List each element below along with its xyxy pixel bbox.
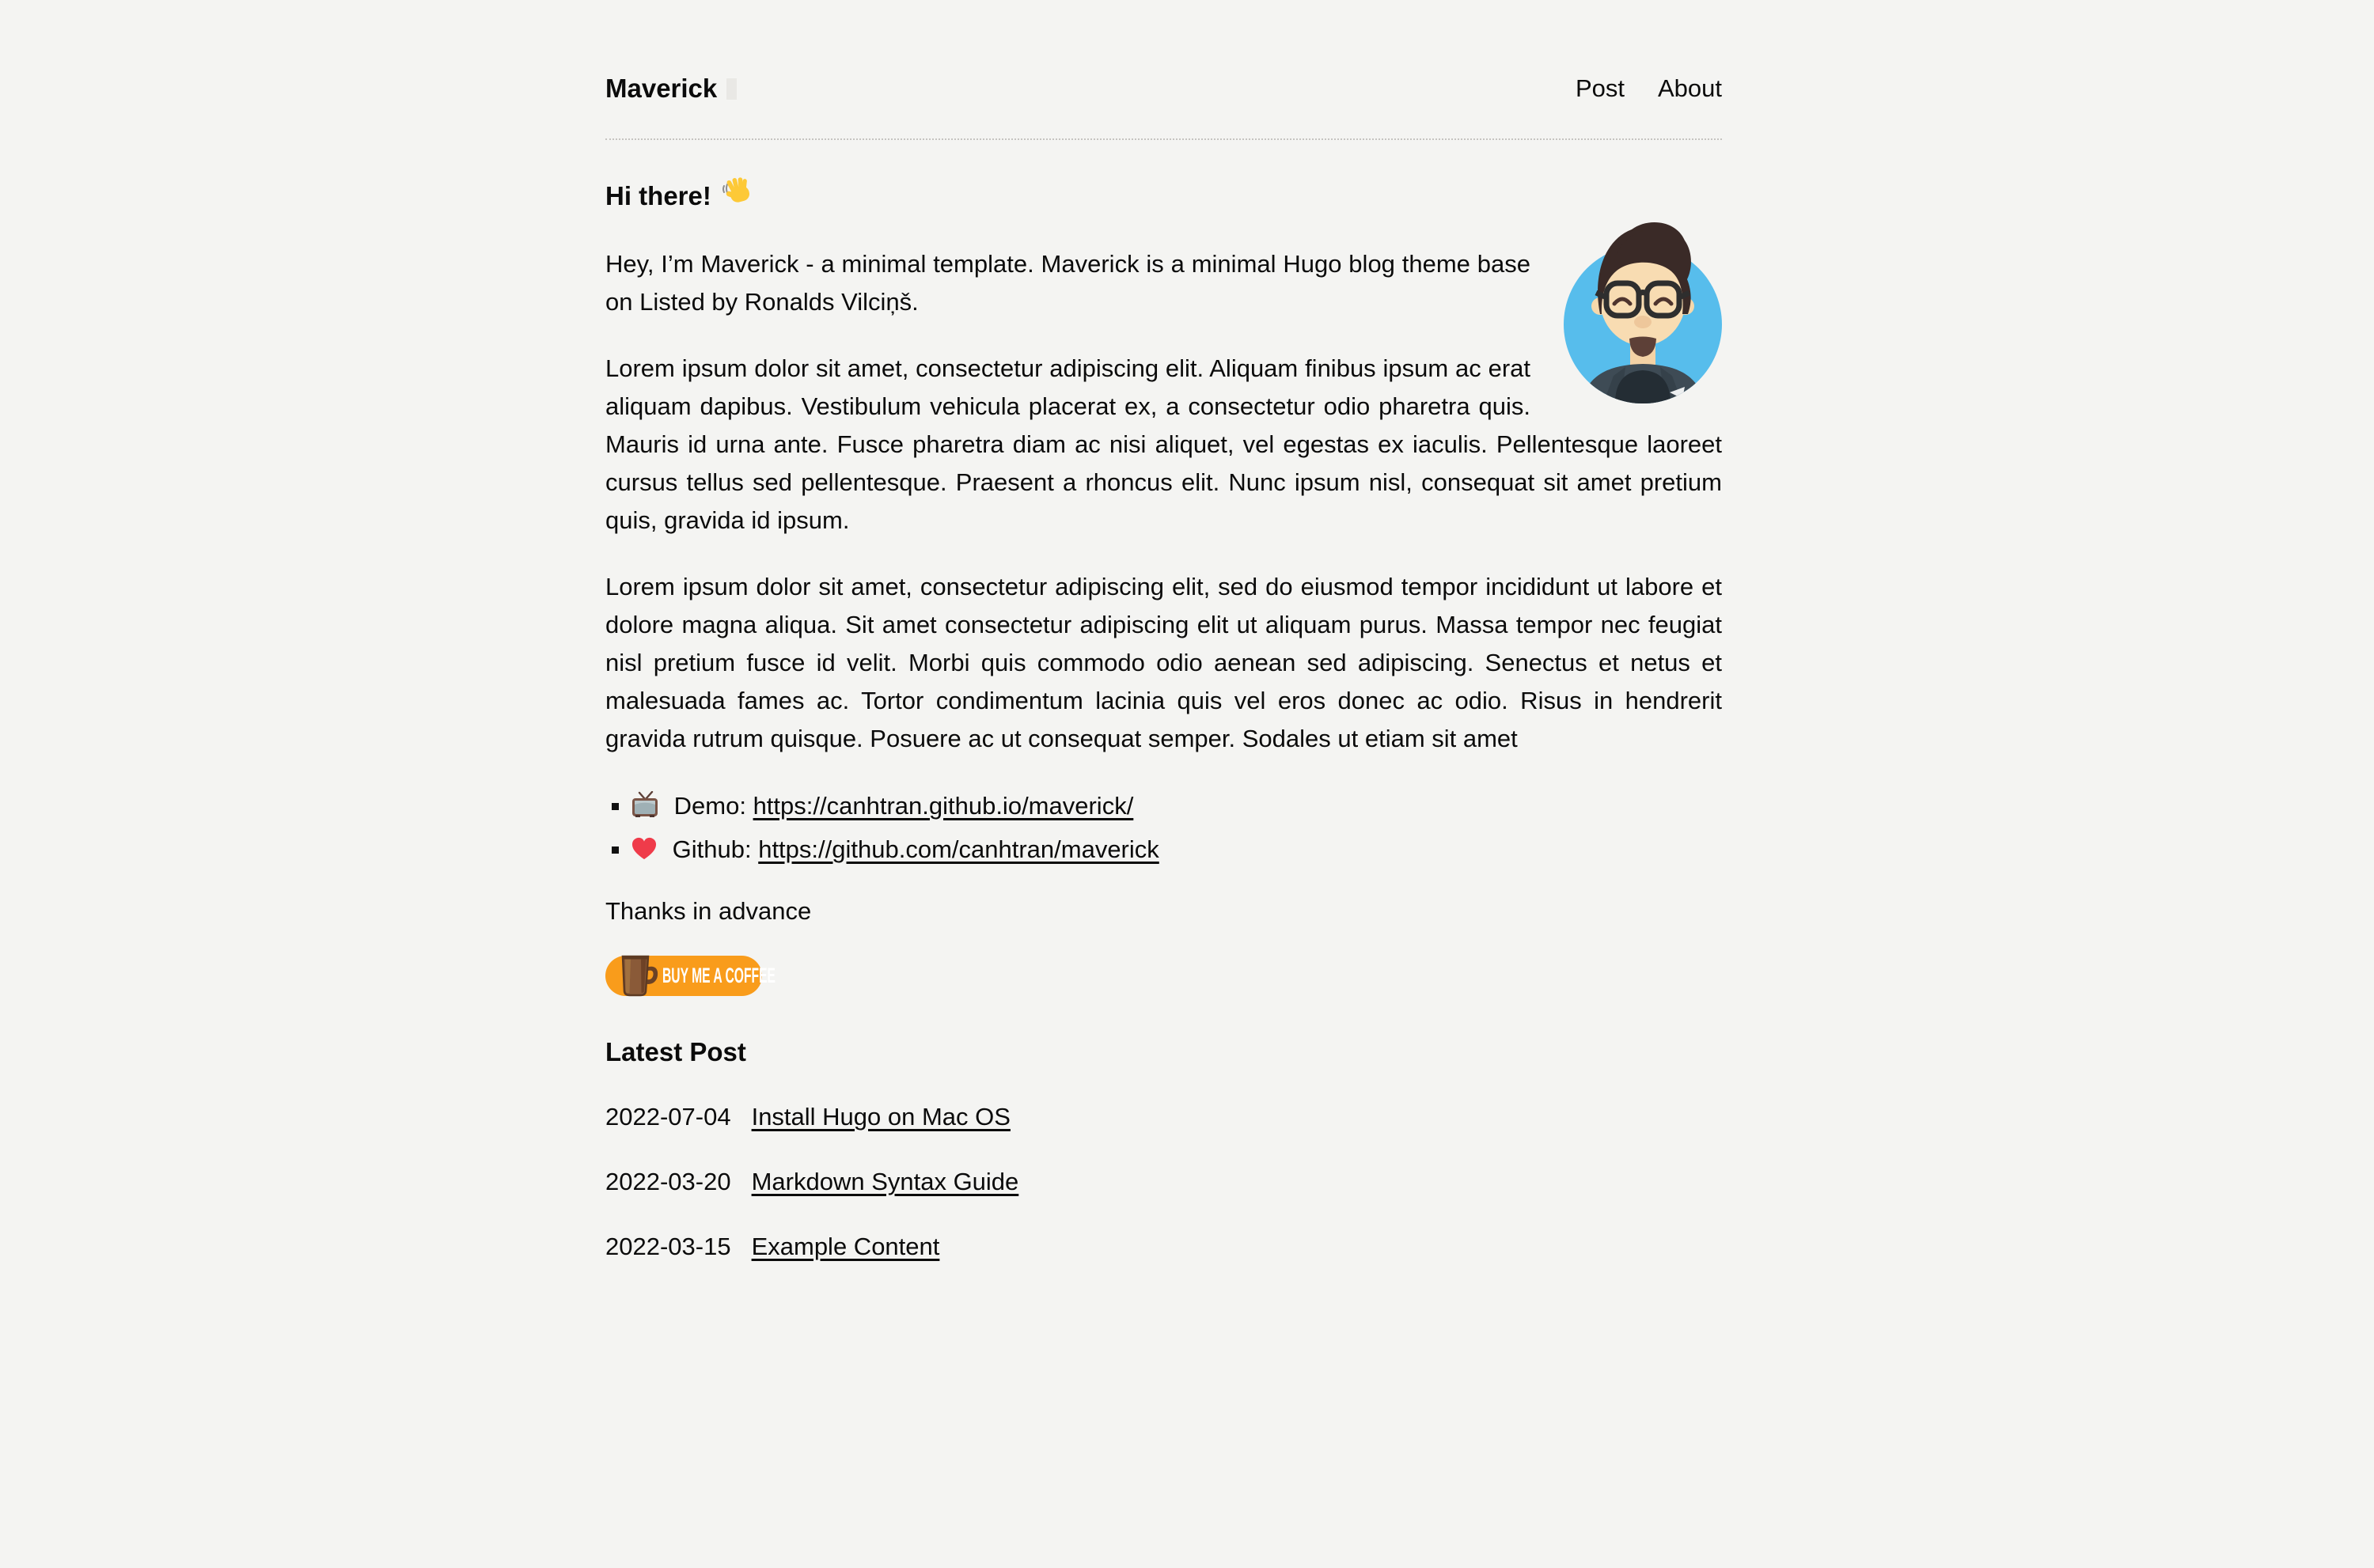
list-item-github (605, 830, 1722, 873)
waving-hand-icon (721, 176, 751, 215)
post-link-example-content[interactable]: Example Content (751, 1233, 940, 1260)
post-date: 2022-07-04 (605, 1103, 731, 1131)
coffee-button-row (605, 951, 1722, 997)
post-link-markdown-guide[interactable]: Markdown Syntax Guide (751, 1168, 1019, 1195)
demo-label: Demo: (673, 792, 746, 820)
greeting-text: Hi there! (605, 180, 711, 210)
buy-me-a-coffee-button[interactable] (605, 956, 776, 996)
main-content (605, 176, 1722, 1293)
blinking-cursor (726, 78, 737, 100)
page-container (605, 0, 1722, 1293)
latest-post-heading: Latest Post (605, 1037, 746, 1066)
square-bullet (612, 846, 619, 854)
project-links-list (605, 786, 1722, 873)
list-item-demo (605, 786, 1722, 830)
demo-link[interactable]: https://canhtran.github.io/maverick/ (753, 792, 1134, 820)
avatar (1564, 245, 1722, 403)
post-row (605, 1098, 1722, 1136)
site-title[interactable]: Maverick (605, 74, 718, 103)
site-header (605, 70, 1722, 140)
thanks-text: Thanks in advance (605, 897, 812, 925)
coffee-button-label: BUY ME A COFFEE (662, 964, 776, 987)
television-icon (631, 796, 666, 824)
coffee-mug-icon (614, 950, 662, 1001)
post-date: 2022-03-20 (605, 1168, 731, 1195)
post-row (605, 1163, 1722, 1201)
post-link-install-hugo[interactable]: Install Hugo on Mac OS (751, 1103, 1011, 1131)
nav-about[interactable]: About (1657, 74, 1722, 102)
avatar-illustration (1564, 210, 1722, 403)
square-bullet (612, 803, 619, 810)
post-date: 2022-03-15 (605, 1233, 731, 1260)
intro-paragraph-1: Hey, I’m Maverick - a minimal template. Maverick is a minimal Hugo blog theme base on Listed by Ronalds Vilciņš. (605, 250, 1530, 316)
post-row (605, 1228, 1722, 1266)
github-label: Github: (672, 835, 752, 863)
main-nav (1576, 70, 1722, 108)
github-link[interactable]: https://github.com/canhtran/maverick (758, 835, 1159, 863)
red-heart-icon (631, 839, 665, 867)
nav-post[interactable]: Post (1575, 74, 1625, 102)
greeting-heading (605, 176, 1722, 215)
intro-paragraph-2: Lorem ipsum dolor sit amet, consectetur adipiscing elit. Aliquam finibus ipsum ac erat aliquam dapibus. Vestibulum vehicula placerat ex, a consectetur odio pharetra quis. Mauris id urna ante. Fusce pharetra diam ac nisi aliquet, vel egestas ex iaculis. Pellentesque laoreet cursus tellus sed pellentesque. Praesent a rhoncus elit. Nunc ipsum nisl, consequat sit amet pretium quis, gravida id ipsum. (605, 354, 1722, 534)
intro-paragraph-3: Lorem ipsum dolor sit amet, consectetur adipiscing elit, sed do eiusmod tempor incididunt ut labore et dolore magna aliqua. Sit amet consectetur adipiscing elit ut aliquam purus. Massa tempor nec feugiat nisl pretium fusce id velit. Morbi quis commodo odio aenean sed adipiscing. Senectus et netus et malesuada fames ac. Tortor condimentum lacinia quis vel eros donec ac odio. Risus in hendrerit gravida rutrum quisque. Posuere ac ut consequat semper. Sodales ut etiam sit amet (605, 573, 1722, 752)
